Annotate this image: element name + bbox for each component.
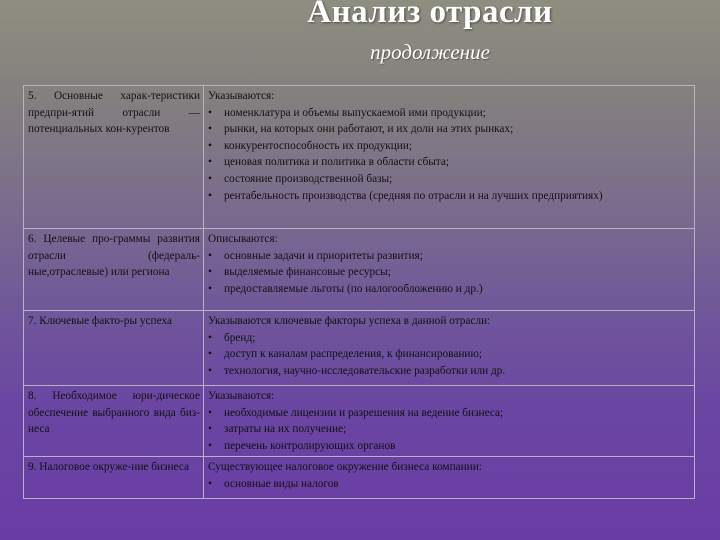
list-item (208, 105, 691, 122)
details-intro: Указываются: (208, 390, 275, 402)
row-heading: 9. Налоговое окруже-ние бизнеса (24, 457, 204, 499)
row-heading: 7. Ключевые факто-ры успеха (24, 311, 204, 386)
row-details (204, 311, 695, 386)
bullet-icon: • (208, 439, 212, 452)
list-item-text: конкурентоспособность их продукции; (224, 139, 413, 152)
list-item (208, 154, 691, 171)
table-row (24, 86, 695, 229)
list-item-text: номенклатура и объемы выпускаемой ими продукции; (224, 106, 486, 119)
bullet-icon: • (208, 106, 212, 119)
list-item (208, 248, 691, 265)
list-item-text: перечень контролирующих органов (224, 439, 396, 452)
row-details (204, 386, 695, 457)
row-heading: 8. Необходимое юри-дическое обеспечение выбранного вида биз-неса (24, 386, 204, 457)
table-row (24, 229, 695, 311)
bullet-icon: • (208, 477, 212, 490)
bullet-icon: • (208, 331, 212, 344)
table-row (24, 311, 695, 386)
bullet-icon: • (208, 139, 212, 152)
list-item (208, 138, 691, 155)
details-list (208, 248, 691, 298)
list-item (208, 363, 691, 380)
list-item-text: технология, научно-исследовательские разработки или др. (224, 364, 506, 377)
row-heading: 5. Основные харак-теристики предпри-ятий отрасли — потенциальных кон-курентов (24, 86, 204, 229)
details-list (208, 405, 691, 455)
bullet-icon: • (208, 172, 212, 185)
list-item-text: бренд; (224, 331, 256, 344)
details-intro: Существующее налоговое окружение бизнеса компании: (208, 461, 482, 474)
details-intro: Указываются: (208, 90, 275, 102)
list-item (208, 346, 691, 363)
bullet-icon: • (208, 348, 212, 361)
list-item-text: состояние производственной базы; (224, 172, 393, 185)
bullet-icon: • (208, 266, 212, 279)
row-details (204, 457, 695, 499)
bullet-icon: • (208, 406, 212, 419)
list-item (208, 438, 691, 455)
table-row (24, 457, 695, 499)
list-item (208, 281, 691, 298)
list-item (208, 405, 691, 422)
list-item-text: рентабельность производства (средняя по отрасли и на лучших предприятиях) (224, 189, 603, 202)
list-item (208, 476, 691, 493)
list-item-text: ценовая политика и политика в области сбыта; (224, 156, 450, 169)
list-item-text: рынки, на которых они работают, и их доли на этих рынках; (224, 123, 514, 136)
list-item-text: необходимые лицензии и разрешения на ведение бизнеса; (224, 406, 504, 419)
row-details (204, 86, 695, 229)
bullet-icon: • (208, 282, 212, 295)
list-item (208, 330, 691, 347)
row-details (204, 229, 695, 311)
list-item (208, 421, 691, 438)
list-item (208, 188, 691, 205)
details-intro: Описываются: (208, 233, 278, 245)
page-title: Анализ отрасли (307, 0, 553, 30)
bullet-icon: • (208, 423, 212, 436)
details-list (208, 330, 691, 380)
bullet-icon: • (208, 189, 212, 202)
details-list (208, 105, 691, 205)
page-subtitle: продолжение (370, 40, 490, 64)
bullet-icon: • (208, 364, 212, 377)
row-heading: 6. Целевые про-граммы развития отрасли (федераль-ные,отраслевые) или региона (24, 229, 204, 311)
list-item-text: доступ к каналам распределения, к финансированию; (224, 348, 483, 361)
list-item-text: основные виды налогов (224, 477, 339, 490)
table-row (24, 386, 695, 457)
details-list (208, 476, 691, 493)
analysis-table (23, 85, 695, 499)
list-item (208, 264, 691, 281)
bullet-icon: • (208, 156, 212, 169)
list-item (208, 121, 691, 138)
analysis-table-body (24, 86, 695, 499)
list-item-text: затраты на их получение; (224, 423, 347, 436)
list-item-text: основные задачи и приоритеты развития; (224, 249, 423, 262)
bullet-icon: • (208, 249, 212, 262)
list-item-text: предоставляемые льготы (по налогообложению и др.) (224, 282, 483, 295)
details-intro: Указываются ключевые факторы успеха в данной отрасли: (208, 315, 491, 327)
bullet-icon: • (208, 123, 212, 136)
list-item-text: выделяемые финансовые ресурсы; (224, 266, 391, 279)
list-item (208, 171, 691, 188)
